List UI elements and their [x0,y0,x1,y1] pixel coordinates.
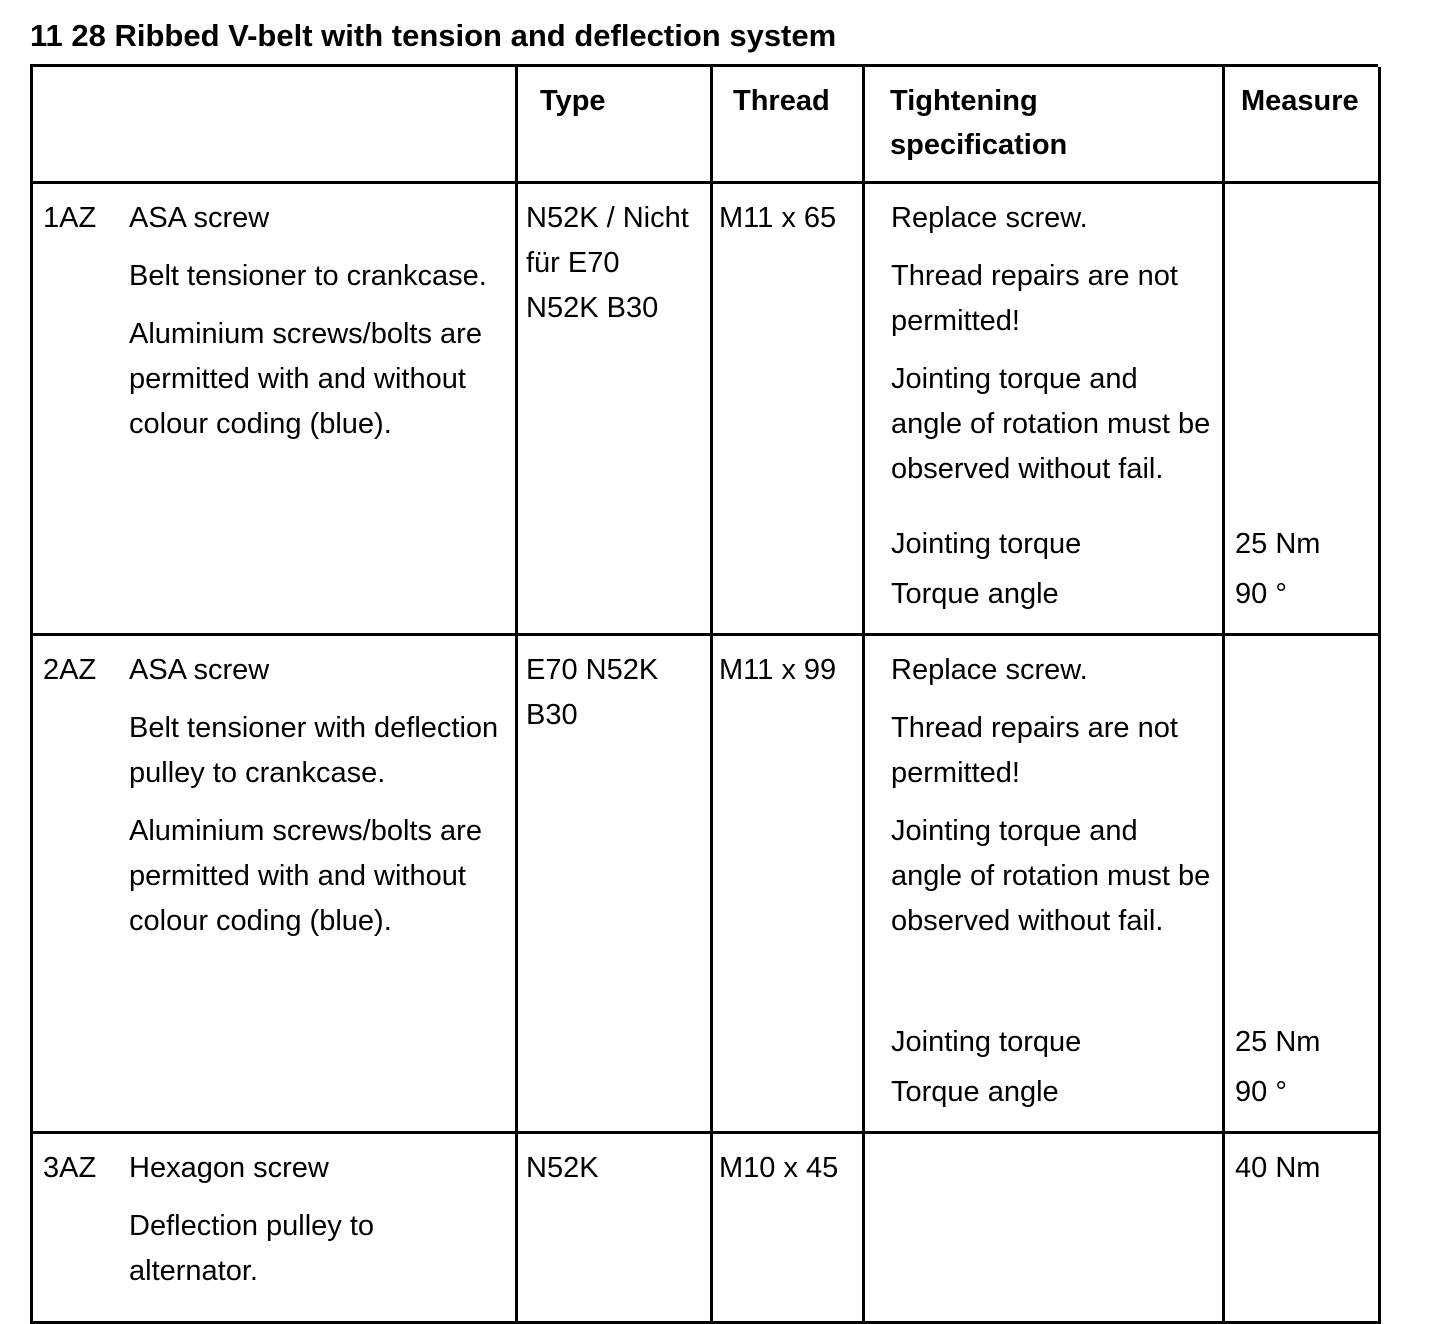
description-paragraph: ASA screw [129,654,270,686]
description-cell [33,1134,518,1324]
row-id: 1AZ [43,202,97,234]
page-title: 11 28 Ribbed V-belt with tension and deflection system [30,18,837,53]
description-text [129,196,505,619]
description-cell [33,184,518,636]
description-paragraph: Aluminium screws/bolts are permitted with and without colour coding (blue). [129,815,482,937]
description-paragraph: Hexagon screw [129,1152,329,1184]
table-header-row [33,67,1378,184]
torque-values [1235,1017,1368,1117]
torque-value: 25 Nm [1235,528,1321,560]
torque-values [1235,519,1368,619]
description-text [129,648,505,1117]
header-tightening-specification: Tightening specification [865,67,1225,184]
tightening-paragraph: Jointing torque and angle of rotation must be observed without fail. [891,815,1211,937]
description-paragraph: Belt tensioner to crankcase. [129,260,487,292]
measure-cell [1225,1134,1381,1324]
tightening-cell [865,1134,1225,1324]
torque-label: Torque angle [891,1076,1059,1108]
header-type: Type [518,67,713,184]
tightening-paragraph: Thread repairs are not permitted! [891,712,1178,789]
measure-cell [1225,636,1381,1134]
torque-labels [891,519,1212,619]
description-paragraph: Belt tensioner with deflection pulley to crankcase. [129,712,499,789]
header-thread: Thread [713,67,865,184]
row-id: 2AZ [43,654,97,686]
description-paragraph: Deflection pulley to alternator. [129,1210,375,1287]
torque-label: Jointing torque [891,1026,1082,1058]
table-row-1az [33,184,1378,636]
tightening-paragraph: Replace screw. [891,654,1088,686]
thread-cell: M11 x 65 [713,184,865,636]
torque-spec-table [30,64,1378,1324]
torque-value: 90 ° [1235,578,1287,610]
torque-value: 90 ° [1235,1076,1287,1108]
tightening-paragraph: Replace screw. [891,202,1088,234]
header-measure: Measure [1225,67,1381,184]
type-cell: N52K [518,1134,713,1324]
description-paragraph: Aluminium screws/bolts are permitted with and without colour coding (blue). [129,318,482,440]
table-row-3az [33,1134,1378,1324]
thread-cell: M10 x 45 [713,1134,865,1324]
torque-label: Jointing torque [891,528,1082,560]
tightening-paragraph: Jointing torque and angle of rotation must be observed without fail. [891,363,1211,485]
tightening-cell [865,184,1225,636]
description-text [129,1146,505,1307]
description-cell [33,636,518,1134]
header-empty [33,67,518,184]
measure-cell [1225,184,1381,636]
tightening-paragraph: Thread repairs are not permitted! [891,260,1178,337]
type-cell: N52K / Nicht für E70 N52K B30 [518,184,713,636]
measure-value: 40 Nm [1235,1152,1321,1184]
thread-cell: M11 x 99 [713,636,865,1134]
torque-label: Torque angle [891,578,1059,610]
torque-value: 25 Nm [1235,1026,1321,1058]
torque-labels [891,1017,1212,1117]
table-row-2az [33,636,1378,1134]
tightening-cell [865,636,1225,1134]
row-id: 3AZ [43,1152,97,1184]
type-cell: E70 N52K B30 [518,636,713,1134]
description-paragraph: ASA screw [129,202,270,234]
